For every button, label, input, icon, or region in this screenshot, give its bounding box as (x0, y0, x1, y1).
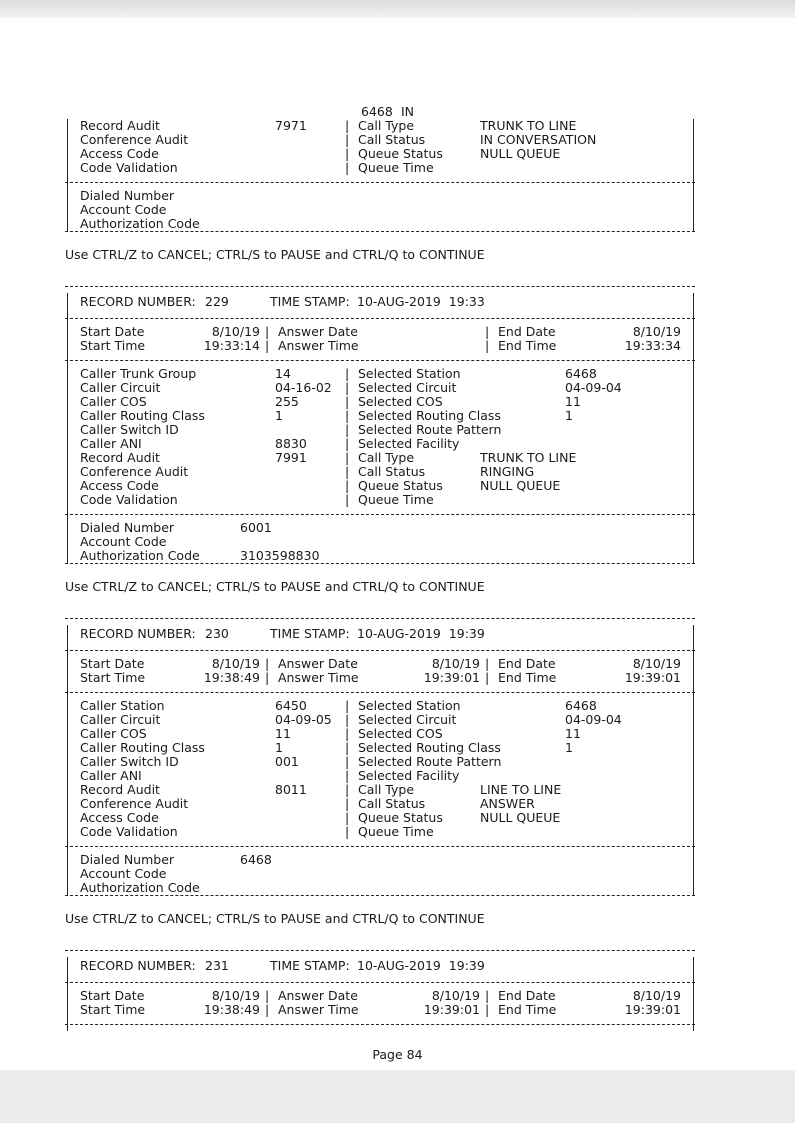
caller-routing-class-value: 1 (275, 408, 283, 423)
caller-ani-value: 8830 (275, 436, 307, 451)
start-time-label: Start Time (80, 338, 146, 353)
record-audit-value: 7991 (275, 450, 307, 465)
record-number-label: RECORD NUMBER: (80, 958, 196, 973)
selected-routing-class-value: 1 (565, 740, 573, 755)
call-record-log (65, 105, 695, 1031)
caller-circuit-value: 04-16-02 (275, 380, 332, 395)
call-type-value: LINE TO LINE (480, 782, 562, 797)
end-date-value: 8/10/19 (632, 656, 681, 671)
start-date-label: Start Date (80, 656, 145, 671)
access-code-label: Access Code (80, 478, 159, 493)
caller-cos-value: 255 (275, 394, 299, 409)
answer-time-label: Answer Time (278, 338, 359, 353)
selected-routing-class-value: 1 (565, 408, 573, 423)
account-code-label: Account Code (80, 202, 167, 217)
caller-ani-label: Caller ANI (80, 768, 142, 783)
caller-switch-id-label: Caller Switch ID (80, 422, 179, 437)
end-date-label: End Date (498, 324, 556, 339)
selected-station-value: 6468 (565, 698, 597, 713)
caller-routing-class-label: Caller Routing Class (80, 740, 205, 755)
page-number: Page 84 (372, 1047, 423, 1062)
selected-station-label: Selected Station (358, 698, 461, 713)
selected-circuit-label: Selected Circuit (358, 380, 457, 395)
time-stamp-value: 10-AUG-2019 19:33 (357, 294, 485, 309)
end-time-label: End Time (498, 1002, 557, 1017)
caller-switch-id-value: 001 (275, 754, 299, 769)
account-code-label: Account Code (80, 866, 167, 881)
account-code-label: Account Code (80, 534, 167, 549)
answer-date-label: Answer Date (278, 324, 358, 339)
selected-station-label: Selected Station (358, 366, 461, 381)
command-hint: Use CTRL/Z to CANCEL; CTRL/S to PAUSE and CTRL/Q to CONTINUE (65, 579, 485, 594)
answer-date-label: Answer Date (278, 988, 358, 1003)
end-time-label: End Time (498, 338, 557, 353)
queue-status-value: NULL QUEUE (480, 146, 561, 161)
selected-route-pattern-label: Selected Route Pattern (358, 422, 502, 437)
caller-trunk-group-label: Caller Trunk Group (80, 366, 197, 381)
answer-date-label: Answer Date (278, 656, 358, 671)
call-type-value: TRUNK TO LINE (480, 450, 577, 465)
time-stamp-label: TIME STAMP: (270, 626, 350, 641)
selected-circuit-value: 04-09-04 (565, 380, 622, 395)
record-audit-label: Record Audit (80, 450, 160, 465)
record-audit-label: Record Audit (80, 118, 160, 133)
call-status-value: IN CONVERSATION (480, 132, 597, 147)
call-status-label: Call Status (358, 796, 426, 811)
call-type-label: Call Type (358, 118, 415, 133)
selected-routing-class-label: Selected Routing Class (358, 740, 501, 755)
conference-audit-label: Conference Audit (80, 796, 189, 811)
start-time-label: Start Time (80, 670, 146, 685)
queue-status-value: NULL QUEUE (480, 478, 561, 493)
call-status-label: Call Status (358, 464, 426, 479)
conference-audit-label: Conference Audit (80, 132, 189, 147)
record-number-value: 229 (205, 294, 229, 309)
end-time-value: 19:33:34 (624, 338, 681, 353)
queue-status-label: Queue Status (358, 146, 443, 161)
selected-facility-label: Selected Facility (358, 768, 460, 783)
call-status-value: ANSWER (480, 796, 535, 811)
dialed-number-label: Dialed Number (80, 188, 175, 203)
end-date-label: End Date (498, 988, 556, 1003)
in-label: IN (401, 104, 415, 119)
caller-switch-id-label: Caller Switch ID (80, 754, 179, 769)
call-type-label: Call Type (358, 450, 415, 465)
conference-audit-label: Conference Audit (80, 464, 189, 479)
partial-record: 6468 IN Record Audit 7971 | Call Type TRUNK TO LINE Conference Audit | Call Status IN CONVERSATION Access Code | Queue Status NULL QUEUE Code Validation | Queue Time Dialed Number Account Code Authorization Code (65, 105, 695, 245)
authorization-code-label: Authorization Code (80, 880, 200, 895)
selected-cos-label: Selected COS (358, 726, 443, 741)
answer-date-value: 8/10/19 (431, 656, 480, 671)
scan-bottom-band (0, 1070, 795, 1123)
queue-time-label: Queue Time (358, 824, 434, 839)
code-validation-label: Code Validation (80, 492, 178, 507)
code-validation-label: Code Validation (80, 824, 178, 839)
selected-cos-value: 11 (565, 394, 581, 409)
dialed-number-label: Dialed Number (80, 852, 175, 867)
end-date-value: 8/10/19 (632, 988, 681, 1003)
selected-circuit-value: 04-09-04 (565, 712, 622, 727)
end-time-value: 19:39:01 (624, 1002, 681, 1017)
authorization-code-label: Authorization Code (80, 216, 200, 231)
record-229: RECORD NUMBER: 229 TIME STAMP: 10-AUG-2019 19:33 Start Date 8/10/19 | Answer Date | End Date 8/10/19 Start Time 19:33:14 | Answer Time | End Time 19:33:34 Caller Trunk Group 14 | Selected Station 6468 Caller Circuit 04-16-02 | Selected Circuit 04-09-04 Caller COS 255 | Selected COS 11 Caller Routing Class 1 | Selected Routing Class 1 Caller Switch ID | Selected Route Pattern Caller ANI 8830 | Selected Facility Record Audit 7991 | Call Type TRUNK TO LINE Conference Audit | Call Status RINGING Access Code | Queue Status NULL QUEUE Code Validation | Queue Time Dialed Number 6001 Account Code Authorization Code 3103598830 (65, 279, 695, 577)
record-number-label: RECORD NUMBER: (80, 626, 196, 641)
call-status-value: RINGING (480, 464, 535, 479)
queue-status-label: Queue Status (358, 810, 443, 825)
end-date-label: End Date (498, 656, 556, 671)
end-date-value: 8/10/19 (632, 324, 681, 339)
time-stamp-label: TIME STAMP: (270, 294, 350, 309)
time-stamp-value: 10-AUG-2019 19:39 (357, 958, 485, 973)
start-time-value: 19:33:14 (203, 338, 260, 353)
time-stamp-value: 10-AUG-2019 19:39 (357, 626, 485, 641)
caller-circuit-value: 04-09-05 (275, 712, 332, 727)
caller-circuit-label: Caller Circuit (80, 380, 161, 395)
answer-time-value: 19:39:01 (423, 1002, 480, 1017)
caller-routing-class-label: Caller Routing Class (80, 408, 205, 423)
start-time-label: Start Time (80, 1002, 146, 1017)
selected-cos-value: 11 (565, 726, 581, 741)
record-audit-value: 7971 (275, 118, 307, 133)
selected-station-value: 6468 (361, 104, 393, 119)
start-date-label: Start Date (80, 324, 145, 339)
command-hint: Use CTRL/Z to CANCEL; CTRL/S to PAUSE and CTRL/Q to CONTINUE (65, 911, 485, 926)
end-time-label: End Time (498, 670, 557, 685)
start-time-value: 19:38:49 (203, 1002, 260, 1017)
end-time-value: 19:39:01 (624, 670, 681, 685)
caller-station-label: Caller Station (80, 698, 165, 713)
selected-cos-label: Selected COS (358, 394, 443, 409)
start-date-label: Start Date (80, 988, 145, 1003)
authorization-code-label: Authorization Code (80, 548, 200, 563)
queue-time-label: Queue Time (358, 160, 434, 175)
dialed-number-value: 6468 (240, 852, 272, 867)
answer-time-label: Answer Time (278, 670, 359, 685)
call-status-label: Call Status (358, 132, 426, 147)
access-code-label: Access Code (80, 146, 159, 161)
record-audit-value: 8011 (275, 782, 307, 797)
dialed-number-label: Dialed Number (80, 520, 175, 535)
queue-status-value: NULL QUEUE (480, 810, 561, 825)
time-stamp-label: TIME STAMP: (270, 958, 350, 973)
selected-station-value: 6468 (565, 366, 597, 381)
record-231: RECORD NUMBER: 231 TIME STAMP: 10-AUG-2019 19:39 Start Date 8/10/19 | Answer Date 8/10/19 | End Date 8/10/19 Start Time 19:38:49 | Answer Time 19:39:01 | End Time 19:39:01 (65, 943, 695, 1031)
dialed-number-value: 6001 (240, 520, 272, 535)
record-number-value: 231 (205, 958, 229, 973)
caller-ani-label: Caller ANI (80, 436, 142, 451)
call-type-value: TRUNK TO LINE (480, 118, 577, 133)
caller-station-value: 6450 (275, 698, 307, 713)
queue-time-label: Queue Time (358, 492, 434, 507)
start-time-value: 19:38:49 (203, 670, 260, 685)
authorization-code-value: 3103598830 (240, 548, 320, 563)
start-date-value: 8/10/19 (211, 324, 260, 339)
scan-top-band (0, 0, 795, 18)
selected-circuit-label: Selected Circuit (358, 712, 457, 727)
caller-routing-class-value: 1 (275, 740, 283, 755)
start-date-value: 8/10/19 (211, 656, 260, 671)
record-number-value: 230 (205, 626, 229, 641)
code-validation-label: Code Validation (80, 160, 178, 175)
record-number-label: RECORD NUMBER: (80, 294, 196, 309)
call-type-label: Call Type (358, 782, 415, 797)
access-code-label: Access Code (80, 810, 159, 825)
record-230: RECORD NUMBER: 230 TIME STAMP: 10-AUG-2019 19:39 Start Date 8/10/19 | Answer Date 8/10/19 | End Date 8/10/19 Start Time 19:38:49 | Answer Time 19:39:01 | End Time 19:39:01 Caller Station 6450 | Selected Station 6468 Caller Circuit 04-09-05 | Selected Circuit 04-09-04 Caller COS 11 | Selected COS 11 Caller Routing Class 1 | Selected Routing Class 1 Caller Switch ID 001 | Selected Route Pattern Caller ANI | Selected Facility Record Audit 8011 | Call Type LINE TO LINE Conference Audit | Call Status ANSWER Access Code | Queue Status NULL QUEUE Code Validation | Queue Time Dialed Number 6468 Account Code Authorization Code (65, 611, 695, 909)
answer-date-value: 8/10/19 (431, 988, 480, 1003)
start-date-value: 8/10/19 (211, 988, 260, 1003)
record-audit-label: Record Audit (80, 782, 160, 797)
command-hint: Use CTRL/Z to CANCEL; CTRL/S to PAUSE and CTRL/Q to CONTINUE (65, 247, 485, 262)
selected-route-pattern-label: Selected Route Pattern (358, 754, 502, 769)
selected-routing-class-label: Selected Routing Class (358, 408, 501, 423)
caller-cos-value: 11 (275, 726, 291, 741)
caller-trunk-group-value: 14 (275, 366, 291, 381)
caller-circuit-label: Caller Circuit (80, 712, 161, 727)
answer-time-value: 19:39:01 (423, 670, 480, 685)
answer-time-label: Answer Time (278, 1002, 359, 1017)
caller-cos-label: Caller COS (80, 394, 147, 409)
caller-cos-label: Caller COS (80, 726, 147, 741)
selected-facility-label: Selected Facility (358, 436, 460, 451)
queue-status-label: Queue Status (358, 478, 443, 493)
